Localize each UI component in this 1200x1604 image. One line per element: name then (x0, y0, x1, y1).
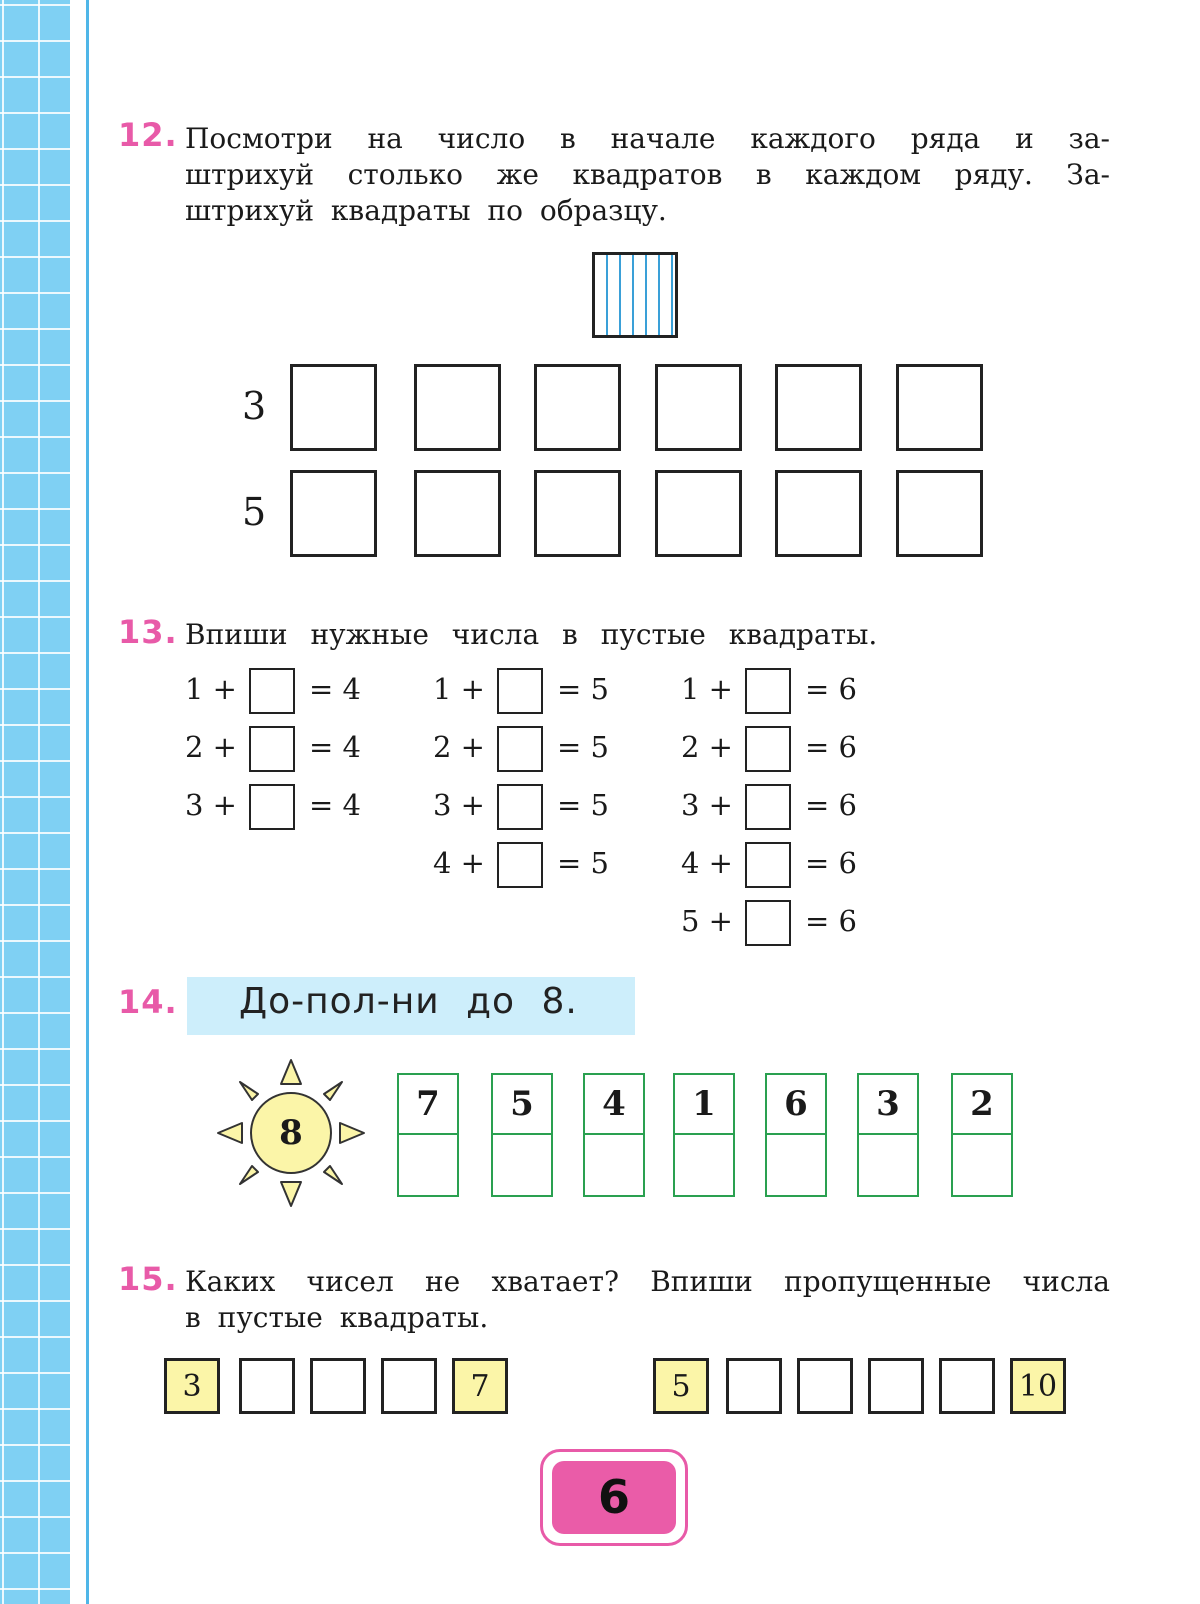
number-card (765, 1073, 827, 1197)
answer-box[interactable] (497, 784, 543, 830)
card-number: 2 (953, 1075, 1011, 1135)
missing-number-box[interactable] (797, 1358, 853, 1414)
equation-result: = 4 (309, 788, 361, 822)
equation-addend: 5 + (681, 904, 733, 938)
sun-icon (216, 1058, 366, 1208)
shade-square[interactable] (896, 364, 983, 451)
equation-addend: 2 + (433, 730, 485, 764)
number-card (583, 1073, 645, 1197)
number-card (673, 1073, 735, 1197)
shade-square[interactable] (775, 364, 862, 451)
missing-number-box[interactable] (239, 1358, 295, 1414)
equation-result: = 5 (557, 730, 609, 764)
equation-result: = 6 (805, 904, 857, 938)
shade-square[interactable] (655, 364, 742, 451)
card-number: 4 (585, 1075, 643, 1135)
card-number: 3 (859, 1075, 917, 1135)
task-14-banner (187, 977, 635, 1035)
answer-box[interactable] (497, 842, 543, 888)
missing-number-box[interactable] (726, 1358, 782, 1414)
shade-square[interactable] (655, 470, 742, 557)
shade-square[interactable] (414, 470, 501, 557)
task-15-number: 15. (118, 1260, 178, 1298)
answer-box[interactable] (249, 726, 295, 772)
answer-box[interactable] (745, 842, 791, 888)
equation-addend: 3 + (681, 788, 733, 822)
task-12-line-2: штрихуй столько же квадратов в каждом ряду. За- (185, 158, 1110, 191)
card-number: 7 (399, 1075, 457, 1135)
number-card (491, 1073, 553, 1197)
equation-result: = 5 (557, 846, 609, 880)
card-answer-cell[interactable] (675, 1135, 733, 1195)
task-12-line-3: штрихуй квадраты по образцу. (185, 194, 667, 227)
answer-box[interactable] (745, 900, 791, 946)
task-13-instruction: Впиши нужные числа в пустые квадраты. (185, 618, 878, 651)
shading-sample-square (592, 252, 678, 338)
equation-addend: 3 + (185, 788, 237, 822)
task-12-line-1: Посмотри на число в начале каждого ряда и за- (185, 122, 1110, 155)
answer-box[interactable] (249, 784, 295, 830)
task-14-number: 14. (118, 983, 178, 1021)
sun-number: 8 (279, 1113, 303, 1153)
equation-addend: 3 + (433, 788, 485, 822)
answer-box[interactable] (745, 668, 791, 714)
answer-box[interactable] (497, 726, 543, 772)
given-number-box: 5 (653, 1358, 709, 1414)
equation-addend: 4 + (433, 846, 485, 880)
equation-result: = 6 (805, 846, 857, 880)
strip-border-line (86, 0, 89, 1604)
task-14-title: До-пол-ни до 8. (239, 981, 578, 1022)
equation-addend: 1 + (185, 672, 237, 706)
missing-number-box[interactable] (868, 1358, 924, 1414)
answer-box[interactable] (745, 784, 791, 830)
shade-square[interactable] (534, 470, 621, 557)
card-answer-cell[interactable] (585, 1135, 643, 1195)
answer-box[interactable] (497, 668, 543, 714)
missing-number-box[interactable] (381, 1358, 437, 1414)
shade-square[interactable] (896, 470, 983, 557)
equation-result: = 4 (309, 672, 361, 706)
shade-square[interactable] (775, 470, 862, 557)
row-label: 5 (242, 490, 267, 534)
missing-number-box[interactable] (310, 1358, 366, 1414)
card-answer-cell[interactable] (493, 1135, 551, 1195)
card-number: 5 (493, 1075, 551, 1135)
task-15-line-2: в пустые квадраты. (185, 1301, 489, 1334)
equation-addend: 2 + (185, 730, 237, 764)
number-card (951, 1073, 1013, 1197)
task-15-line-1: Каких чисел не хватает? Впиши пропущенные числа (185, 1265, 1110, 1298)
card-answer-cell[interactable] (399, 1135, 457, 1195)
page-number: 6 (552, 1461, 676, 1534)
missing-number-box[interactable] (939, 1358, 995, 1414)
card-number: 1 (675, 1075, 733, 1135)
card-answer-cell[interactable] (859, 1135, 917, 1195)
equation-result: = 5 (557, 672, 609, 706)
row-label: 3 (242, 384, 267, 428)
answer-box[interactable] (249, 668, 295, 714)
shade-square[interactable] (534, 364, 621, 451)
equation-addend: 4 + (681, 846, 733, 880)
page-number-badge (540, 1449, 688, 1546)
equation-result: = 6 (805, 730, 857, 764)
equation-addend: 1 + (681, 672, 733, 706)
equation-result: = 6 (805, 672, 857, 706)
number-card (857, 1073, 919, 1197)
card-answer-cell[interactable] (767, 1135, 825, 1195)
given-number-box: 3 (164, 1358, 220, 1414)
given-number-box: 10 (1010, 1358, 1066, 1414)
equation-result: = 4 (309, 730, 361, 764)
answer-box[interactable] (745, 726, 791, 772)
given-number-box: 7 (452, 1358, 508, 1414)
equation-result: = 5 (557, 788, 609, 822)
equation-result: = 6 (805, 788, 857, 822)
number-card (397, 1073, 459, 1197)
shade-square[interactable] (414, 364, 501, 451)
equation-addend: 2 + (681, 730, 733, 764)
task-13-number: 13. (118, 613, 178, 651)
shade-square[interactable] (290, 364, 377, 451)
card-number: 6 (767, 1075, 825, 1135)
equation-addend: 1 + (433, 672, 485, 706)
task-12-number: 12. (118, 116, 178, 154)
shade-square[interactable] (290, 470, 377, 557)
card-answer-cell[interactable] (953, 1135, 1011, 1195)
